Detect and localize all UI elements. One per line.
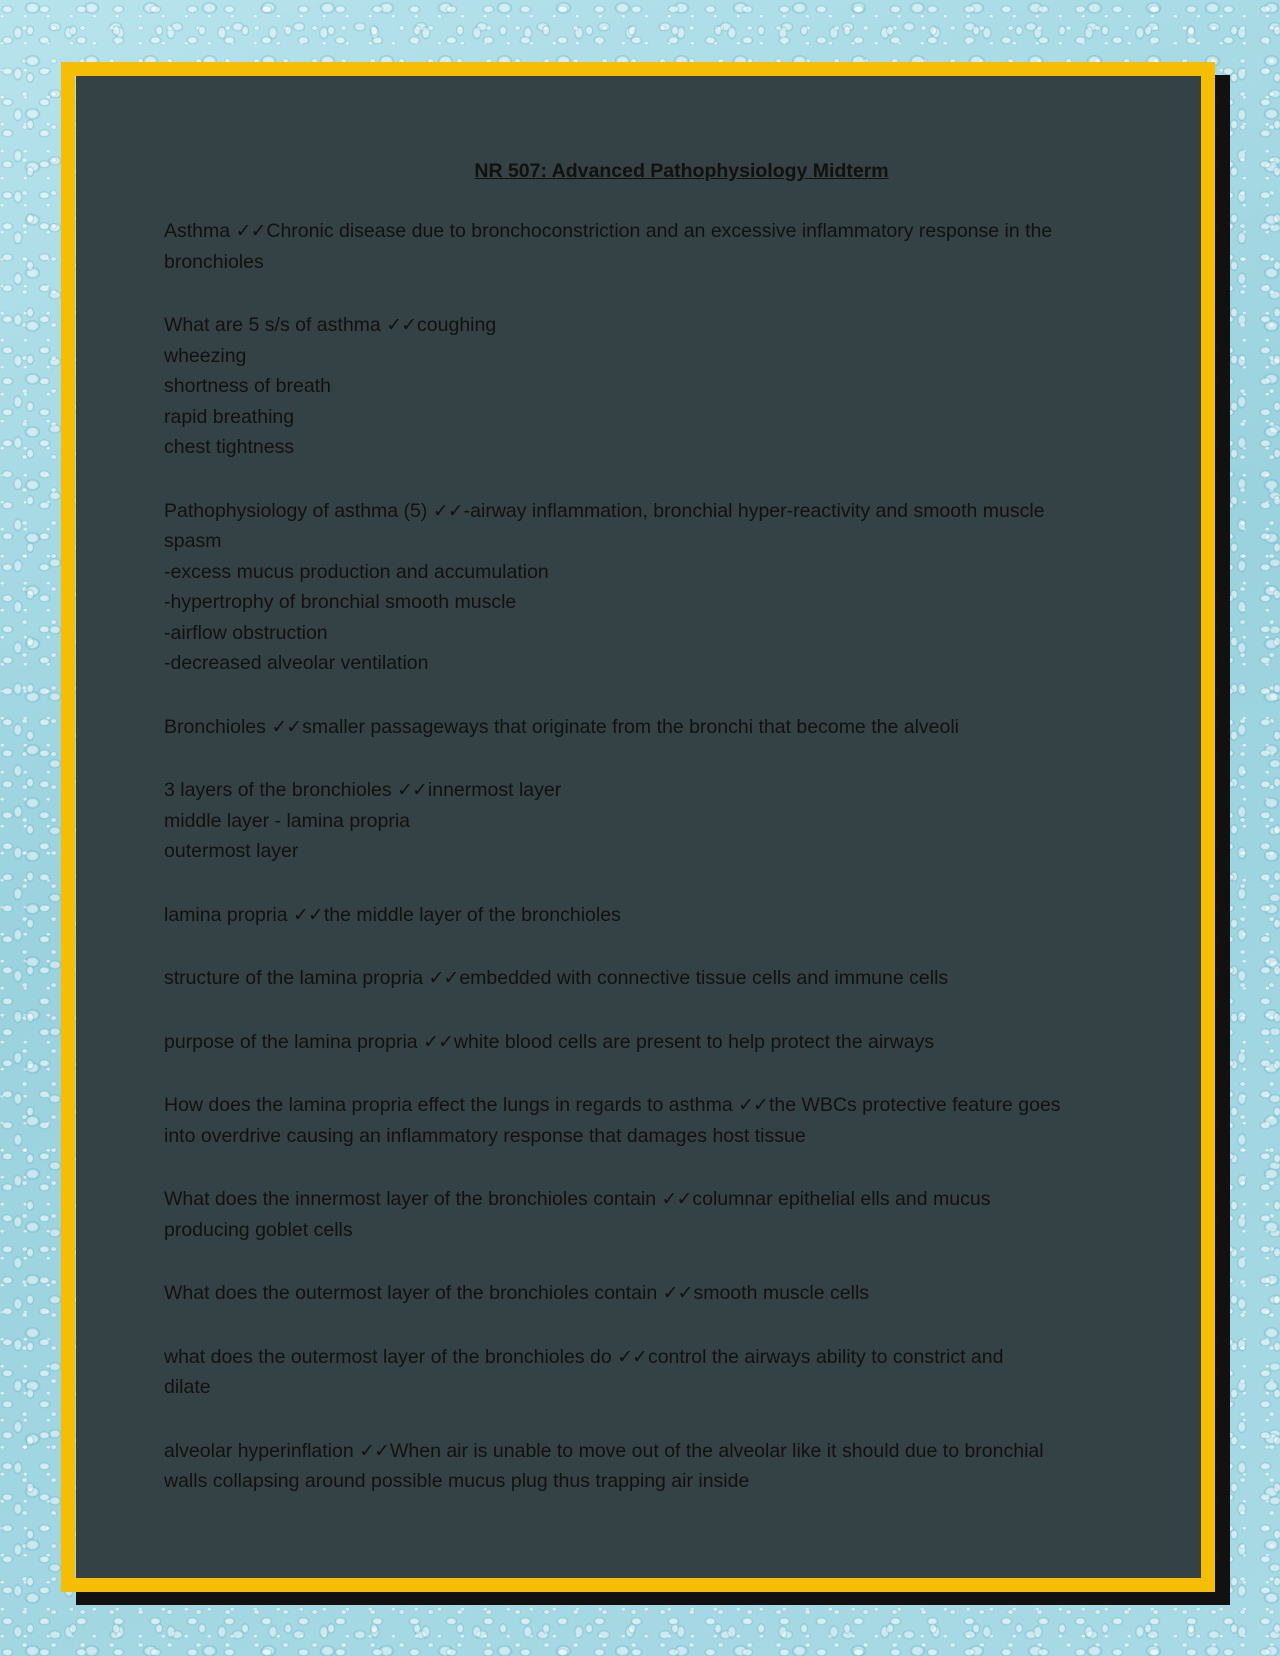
answer-text: smooth muscle cells: [693, 1282, 870, 1304]
term-text: Pathophysiology of asthma (5): [164, 499, 428, 522]
answer-text: spasm: [164, 530, 222, 552]
answer-text: dilate: [164, 1376, 211, 1398]
entry-first-line: [164, 1027, 1164, 1058]
answer-text: producing goblet cells: [164, 1218, 353, 1241]
double-check-icon: ✓✓: [617, 1345, 647, 1368]
answer-text: -airway inflammation, bronchial hyper-reactivity and smooth muscle: [463, 499, 1045, 522]
answer-text: white blood cells are present to help protect the airways: [453, 1030, 935, 1053]
page-title: NR 507: Advanced Pathophysiology Midterm: [474, 160, 889, 182]
term-text: 3 layers of the bronchioles: [164, 779, 392, 801]
answer-text: rapid breathing: [164, 405, 295, 428]
answer-line: [164, 557, 1164, 588]
term-text: What does the outermost layer of the bronchioles contain: [164, 1282, 658, 1304]
answer-line: [164, 836, 1164, 867]
double-check-icon: ✓✓: [662, 1282, 693, 1304]
answer-text: coughing: [417, 314, 497, 336]
answer-text: columnar epithelial ells and mucus: [692, 1188, 991, 1210]
answer-text: -airflow obstruction: [164, 621, 328, 644]
answer-text: shortness of breath: [164, 375, 331, 397]
answer-text: middle layer - lamina propria: [164, 809, 411, 832]
flashcard-entry: [164, 900, 1164, 931]
double-check-icon: ✓✓: [661, 1188, 692, 1210]
answer-line: [164, 432, 1164, 463]
entry-first-line: [164, 1342, 1164, 1373]
answer-line: [164, 618, 1164, 649]
answer-line: [164, 402, 1164, 433]
answer-text: into overdrive causing an inflammatory response that damages host tissue: [164, 1124, 806, 1147]
double-check-icon: ✓✓: [738, 1094, 768, 1116]
document-content: [164, 156, 1164, 1530]
answer-text: wheezing: [164, 344, 247, 367]
term-text: lamina propria: [164, 903, 288, 926]
entry-first-line: [164, 712, 1164, 743]
entry-first-line: [164, 1184, 1164, 1215]
entry-first-line: [164, 1090, 1164, 1121]
flashcard-entry: [164, 963, 1164, 994]
answer-line: [164, 1466, 1164, 1497]
term-text: Asthma: [164, 220, 231, 242]
answer-line: [164, 1215, 1164, 1246]
answer-text: chest tightness: [164, 436, 295, 458]
double-check-icon: ✓✓: [386, 314, 417, 336]
answer-line: [164, 341, 1164, 372]
answer-text: -excess mucus production and accumulation: [164, 560, 549, 583]
answer-line: [164, 806, 1164, 837]
entry-first-line: [164, 216, 1164, 247]
term-text: structure of the lamina propria: [164, 967, 424, 989]
answer-text: outermost layer: [164, 840, 299, 862]
answer-line: [164, 1121, 1164, 1152]
answer-line: [164, 526, 1164, 557]
answer-text: walls collapsing around possible mucus plug thus trapping air inside: [164, 1470, 750, 1492]
double-check-icon: ✓✓: [235, 220, 266, 242]
flashcard-entry: [164, 1342, 1164, 1403]
double-check-icon: ✓✓: [428, 967, 459, 989]
flashcard-entry: [164, 1027, 1164, 1058]
flashcard-entry: [164, 1184, 1164, 1245]
flashcard-entry: [164, 1278, 1164, 1309]
flashcard-entry: [164, 775, 1164, 867]
flashcard-entry: [164, 496, 1164, 679]
term-text: what does the outermost layer of the bronchioles do: [164, 1345, 612, 1368]
answer-line: [164, 587, 1164, 618]
term-text: How does the lamina propria effect the lungs in regards to asthma: [164, 1094, 733, 1116]
double-check-icon: ✓✓: [397, 779, 427, 801]
double-check-icon: ✓✓: [359, 1439, 389, 1462]
term-text: What are 5 s/s of asthma: [164, 314, 381, 336]
entry-first-line: [164, 310, 1164, 341]
answer-text: bronchioles: [164, 250, 264, 273]
flashcard-entry: [164, 1436, 1164, 1497]
answer-text: innermost layer: [427, 779, 562, 801]
flashcard-entry: [164, 712, 1164, 743]
answer-text: the middle layer of the bronchioles: [323, 903, 621, 926]
flashcard-entry: [164, 310, 1164, 463]
term-text: alveolar hyperinflation: [164, 1439, 354, 1462]
double-check-icon: ✓✓: [271, 715, 302, 738]
double-check-icon: ✓✓: [432, 499, 463, 522]
entry-first-line: [164, 900, 1164, 931]
answer-text: -decreased alveolar ventilation: [164, 652, 429, 674]
entry-first-line: [164, 775, 1164, 806]
double-check-icon: ✓✓: [423, 1030, 453, 1053]
answer-text: smaller passageways that originate from the bronchi that become the alveoli: [302, 715, 960, 738]
flashcard-list: [164, 216, 1164, 1497]
answer-line: [164, 247, 1164, 278]
flashcard-entry: [164, 216, 1164, 277]
entry-first-line: [164, 496, 1164, 527]
answer-line: [164, 371, 1164, 402]
entry-first-line: [164, 1436, 1164, 1467]
answer-text: control the airways ability to constrict and: [647, 1345, 1004, 1368]
answer-text: the WBCs protective feature goes: [768, 1094, 1061, 1116]
answer-line: [164, 648, 1164, 679]
answer-line: [164, 1372, 1164, 1403]
document-frame: [61, 62, 1215, 1592]
answer-text: embedded with connective tissue cells and immune cells: [459, 967, 949, 989]
term-text: Bronchioles: [164, 715, 266, 738]
answer-text: When air is unable to move out of the alveolar like it should due to bronchial: [389, 1439, 1044, 1462]
flashcard-entry: [164, 1090, 1164, 1151]
term-text: What does the innermost layer of the bronchioles contain: [164, 1188, 657, 1210]
term-text: purpose of the lamina propria: [164, 1030, 418, 1053]
answer-text: Chronic disease due to bronchoconstriction and an excessive inflammatory response in the: [266, 220, 1053, 242]
answer-text: -hypertrophy of bronchial smooth muscle: [164, 591, 517, 613]
double-check-icon: ✓✓: [292, 903, 323, 926]
entry-first-line: [164, 963, 1164, 994]
entry-first-line: [164, 1278, 1164, 1309]
